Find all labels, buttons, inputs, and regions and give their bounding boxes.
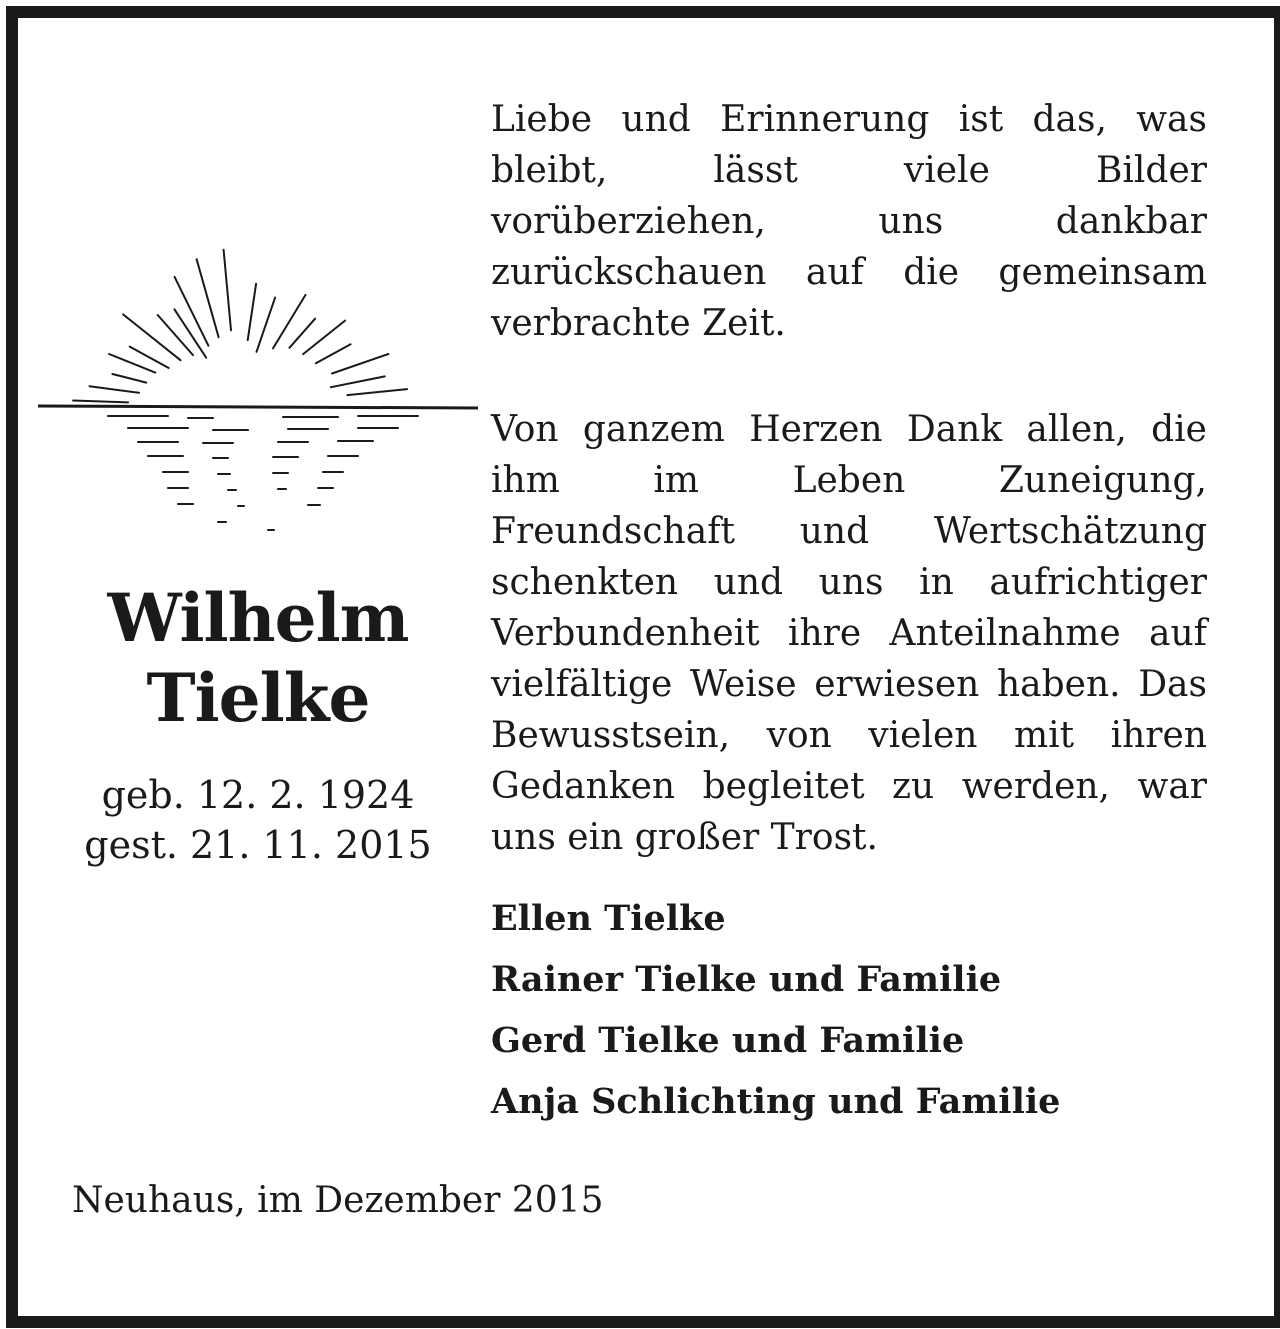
sun-ray <box>316 344 351 363</box>
death-date: gest. 21. 11. 2015 <box>84 823 432 867</box>
sun-ray <box>73 401 128 403</box>
sunset-over-water-icon <box>38 230 478 540</box>
sun-ray <box>112 374 146 383</box>
sun-ray <box>347 389 407 395</box>
sun-ray <box>257 298 276 352</box>
sun-ray <box>332 354 388 374</box>
signer: Gerd Tielke und Familie <box>491 1020 965 1061</box>
sun-ray <box>90 386 140 393</box>
sun-ray <box>224 250 231 330</box>
sun-ray <box>123 314 180 360</box>
deceased-first-name: Wilhelm <box>107 579 409 657</box>
signer: Rainer Tielke und Familie <box>491 959 1002 1000</box>
life-dates <box>38 770 478 870</box>
sun-ray <box>197 259 219 337</box>
deceased-last-name: Tielke <box>146 659 370 737</box>
signer: Ellen Tielke <box>491 898 726 939</box>
signer: Anja Schlichting und Familie <box>491 1081 1061 1122</box>
sun-ray <box>158 315 193 355</box>
sun-ray <box>273 295 306 349</box>
signers-list <box>491 888 1251 1132</box>
death-notice <box>18 18 1274 1316</box>
deceased-name <box>38 578 478 738</box>
sun-ray <box>331 376 385 387</box>
memorial-quote: Liebe und Erinnerung ist das, was bleibt, lässt viele Bilder vorüberziehen, uns dankbar zurückschauen auf die gemeinsam verbrachte Zeit. <box>491 99 1207 344</box>
place-and-date: Neuhaus, im Dezember 2015 <box>72 1180 604 1221</box>
thanks-text: Von ganzem Herzen Dank allen, die ihm im Leben Zuneigung, Freundschaft und Wertschätzung schenkten und uns in aufrichtiger Verbundenheit ihre Anteilnahme auf vielfältige Weise erwiesen haben. Das Bewusstsein, von vielen mit ihren Gedanken begleitet zu werden, war uns ein großer Trost. <box>491 409 1207 858</box>
birth-date: geb. 12. 2. 1924 <box>101 773 415 817</box>
sun-ray <box>248 284 256 340</box>
sun-ray <box>289 319 315 348</box>
